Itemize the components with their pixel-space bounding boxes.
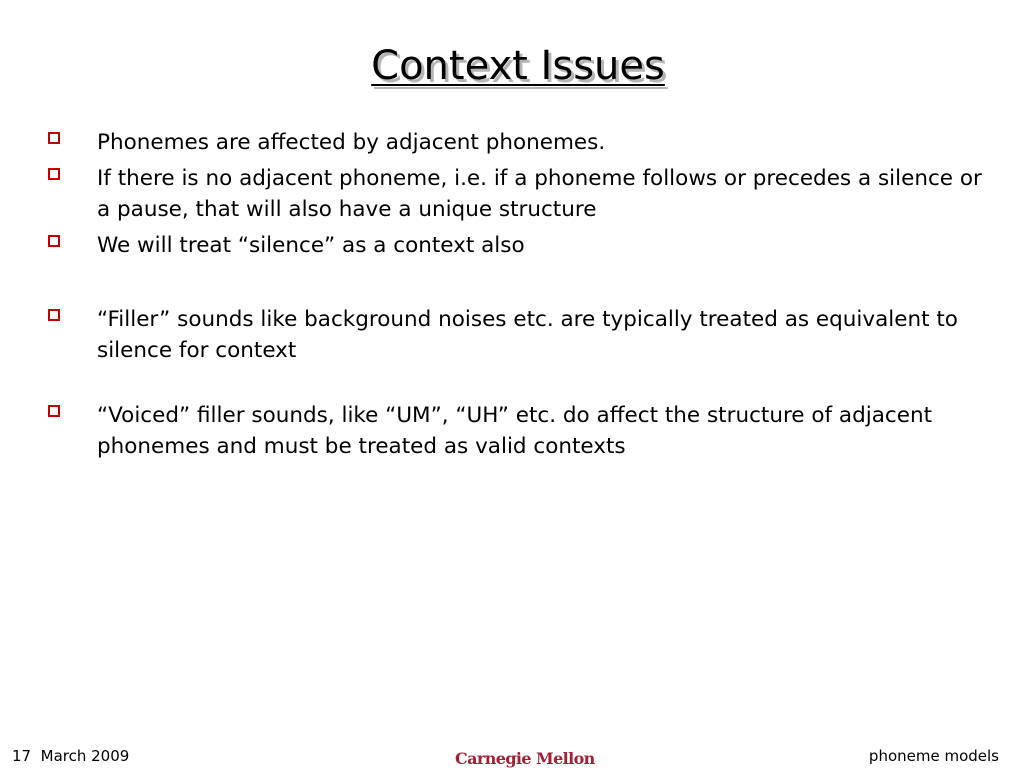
bullet-item [48,127,988,158]
bullet-text: “Voiced” filler sounds, like “UM”, “UH” etc. do affect the structure of adjacent phonemes and must be treated as valid contexts [97,403,933,459]
square-bullet-icon [48,235,60,247]
bullet-item [48,304,988,366]
square-bullet-icon [48,132,60,144]
footer-date: 17 March 2009 [12,747,130,765]
square-bullet-icon [48,309,60,321]
bullet-text: “Filler” sounds like background noises etc. are typically treated as equivalent to silence for context [97,307,958,363]
square-bullet-icon [48,405,60,417]
slide-title: Context Issues [371,43,665,89]
bullet-text: Phonemes are affected by adjacent phonemes. [97,130,606,155]
bullet-item [48,400,988,462]
footer-deck-title: phoneme models [868,747,999,765]
square-bullet-icon [48,168,60,180]
carnegie-mellon-logo: Carnegie Mellon [455,749,595,768]
bullet-text: If there is no adjacent phoneme, i.e. if a phoneme follows or precedes a silence or a pause, that will also have a unique structure [97,166,982,222]
bullet-item [48,230,988,261]
bullet-item [48,163,988,225]
bullet-text: We will treat “silence” as a context also [97,233,525,258]
